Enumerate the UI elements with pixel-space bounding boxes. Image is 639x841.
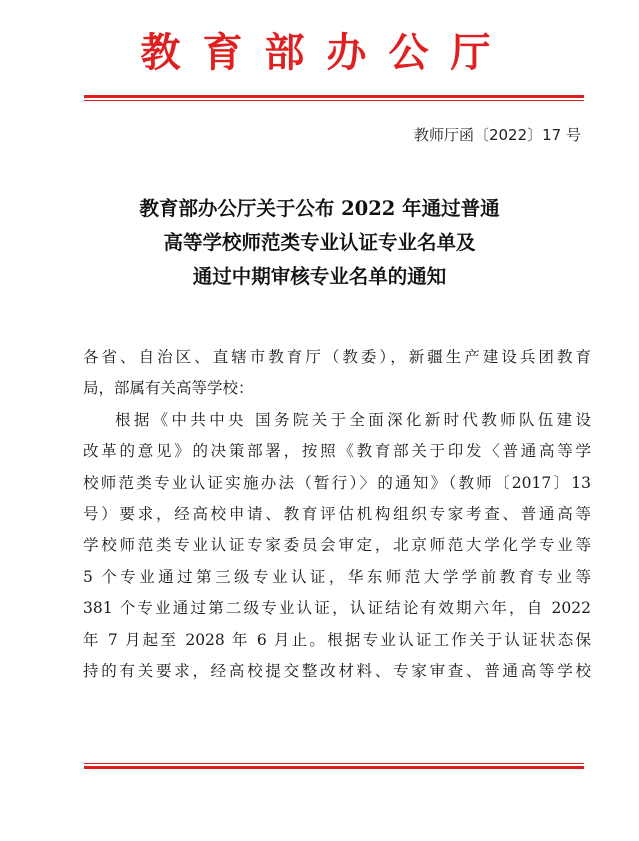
paragraph-line: 学校师范类专业认证专家委员会审定，北京师范大学化学专业等 [83, 536, 591, 555]
paragraph-line: 号）要求，经高校申请、教育评估机构组织专家考查、普通高等 [83, 505, 591, 524]
paragraph-line: 持的有关要求，经高校提交整改材料、专家审查、普通高等学校 [83, 662, 591, 681]
paragraph-line: 校师范类专业认证实施办法（暂行）〉的通知》（教师〔2017〕13 [83, 473, 591, 492]
paragraph-line: 改革的意见》的决策部署，按照《教育部关于印发〈普通高等学 [83, 442, 591, 461]
footer-rule-thick [84, 766, 584, 769]
paragraph-line: 381 个专业通过第二级专业认证，认证结论有效期六年，自 2022 [83, 599, 591, 618]
document-title [0, 192, 639, 294]
document-number: 教师厅函〔2022〕17 号 [413, 126, 581, 144]
document-body [83, 342, 591, 687]
paragraph-line: 5 个专业通过第三级专业认证，华东师范大学学前教育专业等 [83, 567, 591, 586]
recipients-line: 局，部属有关高等学校： [83, 379, 254, 398]
paragraph-line: 根据《中共中央 国务院关于全面深化新时代教师队伍建设 [115, 410, 591, 429]
masthead-rule-thick [84, 95, 584, 98]
title-line: 教育部办公厅关于公布 2022 年通过普通 [139, 197, 500, 220]
footer-rule-thin [84, 763, 584, 764]
issuer-masthead: 教育部办公厅 [140, 30, 513, 76]
masthead-rule-thin [84, 100, 584, 101]
paragraph-line: 年 7 月起至 2028 年 6 月止。根据专业认证工作关于认证状态保 [83, 630, 591, 649]
title-line: 高等学校师范类专业认证专业名单及 [163, 231, 476, 254]
title-line: 通过中期审核专业名单的通知 [192, 265, 447, 288]
recipients-line: 各省、自治区、直辖市教育厅（教委），新疆生产建设兵团教育 [83, 348, 591, 366]
